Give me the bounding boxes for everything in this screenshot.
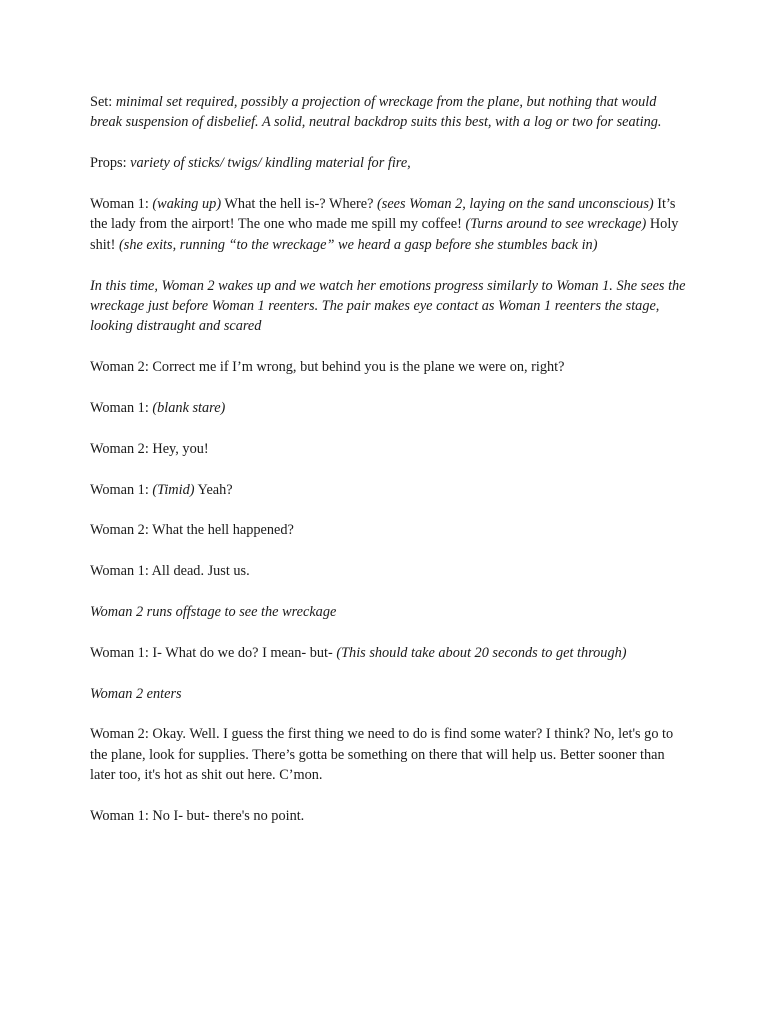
dialogue-text: Holy shit! [90,216,679,253]
speaker-label: Woman 1: [90,196,149,212]
stage-direction-paragraph: Woman 2 enters [90,685,182,702]
dialogue-line [90,806,690,826]
speaker-label: Woman 2: [90,522,149,539]
dialogue-line [90,520,690,540]
dialogue-text: What the hell happened? [152,522,294,539]
dialogue-line [90,398,690,418]
stage-direction: (blank stare) [152,400,226,417]
dialogue-text: All dead. Just us. [151,563,250,580]
dialogue-line [90,357,690,377]
dialogue-line [90,724,690,785]
props-text: variety of sticks/ twigs/ kindling material for fire, [130,155,411,172]
speaker-label: Woman 1: [90,400,149,417]
dialogue-line [90,439,690,459]
dialogue-line [90,643,690,663]
script-content [90,92,690,847]
dialogue-text: Hey, you! [152,440,209,457]
speaker-label: Woman 1: [90,808,149,824]
dialogue-line [90,561,690,581]
dialogue-line [90,480,690,500]
stage-direction: (Turns around to see wreckage) [465,216,647,233]
set-text: minimal set required, possibly a projection of wreckage from the plane, but nothing that would break suspension of disbelief. A solid, neutral backdrop suits this best, with a log or two for seating. [90,94,662,131]
set-label: Set: [90,94,113,110]
dialogue-text: Yeah? [197,481,233,498]
stage-direction: (This should take about 20 seconds to get through) [336,644,627,661]
props-description [90,153,690,173]
speaker-label: Woman 1: [90,481,149,498]
speaker-label: Woman 1: [90,563,149,580]
props-label: Props: [90,155,127,172]
dialogue-text: I- What do we do? I mean- but- [152,644,333,661]
stage-direction: (Timid) [152,481,195,498]
dialogue-line [90,194,690,255]
speaker-label: Woman 2: [90,359,149,376]
stage-direction: (she exits, running “to the wreckage” we heard a gasp before she stumbles back in) [119,236,598,253]
dialogue-text: Correct me if I’m wrong, but behind you is the plane we were on, right? [152,359,565,376]
dialogue-text: What the hell is-? Where? [224,196,374,212]
dialogue-text: Okay. Well. I guess the first thing we need to do is find some water? I think? No, let's go to the plane, look for supplies. There’s gotta be something on there that will help us. Better sooner than later too, it's hot as shit out here. C’mon. [90,726,674,784]
speaker-label: Woman 2: [90,726,149,743]
stage-direction: (waking up) [152,196,222,212]
set-description [90,92,690,133]
speaker-label: Woman 1: [90,644,149,661]
stage-direction-paragraph: Woman 2 runs offstage to see the wreckage [90,604,337,620]
dialogue-text: It’s the lady from the airport! The one who made me spill my coffee! [90,196,676,233]
stage-direction: (sees Woman 2, laying on the sand unconscious) [377,196,654,212]
dialogue-text: No I- but- there's no point. [152,808,305,824]
stage-direction-paragraph: In this time, Woman 2 wakes up and we watch her emotions progress similarly to Woman 1. She sees the wreckage just before Woman 1 reenters. The pair makes eye contact as Woman 1 reenters the stage, looking distraught and scared [90,277,686,335]
speaker-label: Woman 2: [90,440,149,457]
